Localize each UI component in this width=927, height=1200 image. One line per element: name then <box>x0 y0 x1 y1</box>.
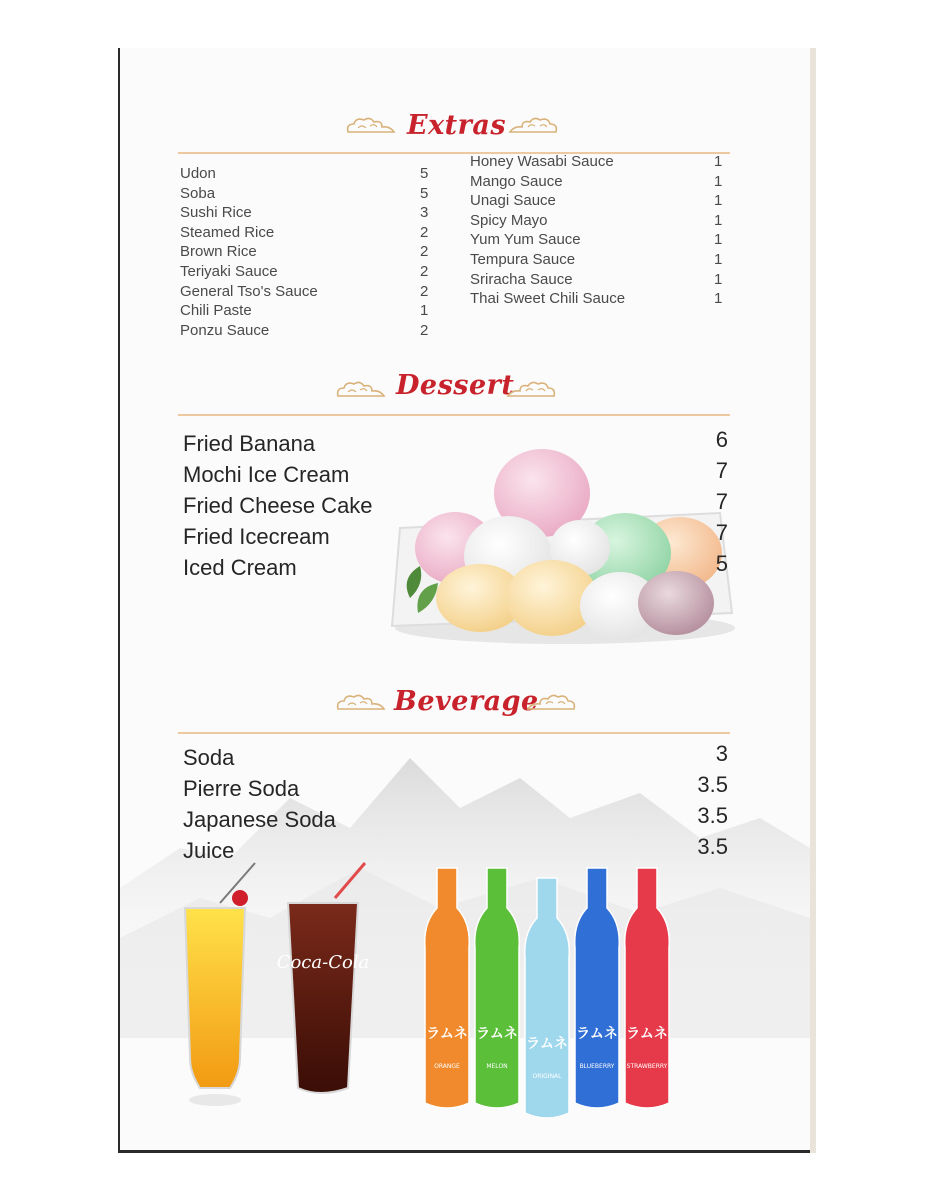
menu-item-name: Soba <box>180 184 216 202</box>
menu-item-price: 3.5 <box>697 772 728 797</box>
menu-item <box>470 153 726 173</box>
menu-item-price: 6 <box>715 427 728 452</box>
menu-item <box>183 551 728 586</box>
menu-item-name: Teriyaki Sauce <box>180 262 278 280</box>
menu-item <box>180 283 435 303</box>
cloud-ornament-icon <box>344 114 400 138</box>
extras-left-list <box>180 165 435 341</box>
menu-item-name: Soda <box>183 745 235 770</box>
menu-page <box>118 48 810 1153</box>
ramune-bottle <box>525 878 570 1118</box>
ramune-bottle <box>425 868 470 1108</box>
menu-item-price: 7 <box>715 489 728 514</box>
menu-item <box>470 251 726 271</box>
menu-item <box>470 173 726 193</box>
menu-item <box>180 243 435 263</box>
menu-item <box>180 165 435 185</box>
ramune-flavor-label: ORIGINAL <box>532 1073 562 1080</box>
menu-item <box>183 427 728 462</box>
menu-item-price: 1 <box>714 192 723 210</box>
cloud-ornament-icon <box>502 378 558 402</box>
menu-item <box>470 212 726 232</box>
menu-item-price: 1 <box>714 231 723 249</box>
menu-item-price: 5 <box>715 551 728 576</box>
menu-item <box>183 520 728 555</box>
menu-item <box>180 322 435 342</box>
ramune-kana-label: ラムネ <box>426 1026 468 1042</box>
menu-item-name: Yum Yum Sauce <box>470 231 581 249</box>
menu-item-name: Fried Cheese Cake <box>183 493 373 518</box>
menu-item-price: 1 <box>714 172 723 190</box>
menu-item-name: General Tso's Sauce <box>180 282 318 300</box>
cloud-ornament-icon <box>334 691 390 715</box>
menu-item <box>183 772 728 807</box>
menu-item-price: 3 <box>715 741 728 766</box>
cloud-ornament-icon <box>334 378 390 402</box>
menu-item-price: 1 <box>714 250 723 268</box>
coca-cola-logo: Coca-Cola <box>276 952 370 973</box>
dessert-title: Dessert <box>396 370 515 401</box>
menu-item-price: 2 <box>420 321 429 339</box>
ramune-flavor-label: MELON <box>486 1063 508 1070</box>
menu-item-price: 7 <box>715 520 728 545</box>
menu-item-name: Pierre Soda <box>183 776 300 801</box>
ramune-flavor-label: STRAWBERRY <box>626 1063 668 1070</box>
menu-item-price: 1 <box>714 290 723 308</box>
menu-item-name: Unagi Sauce <box>470 192 556 210</box>
menu-item <box>183 741 728 776</box>
ramune-bottle <box>575 868 620 1108</box>
menu-item-price: 3.5 <box>697 834 728 859</box>
ramune-kana-label: ラムネ <box>626 1026 668 1042</box>
menu-item-price: 3 <box>420 204 429 222</box>
menu-item <box>180 302 435 322</box>
menu-item-name: Brown Rice <box>180 243 257 261</box>
ramune-bottles <box>425 868 670 1118</box>
menu-item-price: 2 <box>420 262 429 280</box>
menu-item-name: Japanese Soda <box>183 807 336 832</box>
menu-item <box>183 489 728 524</box>
menu-item-price: 2 <box>420 223 429 241</box>
extras-title: Extras <box>407 110 507 141</box>
menu-item-name: Udon <box>180 165 216 182</box>
menu-item <box>183 458 728 493</box>
menu-item-name: Ponzu Sauce <box>180 321 270 339</box>
ramune-kana-label: ラムネ <box>576 1026 618 1042</box>
menu-item-price: 1 <box>714 211 723 229</box>
menu-item-name: Mochi Ice Cream <box>183 462 350 487</box>
menu-item-name: Sushi Rice <box>180 204 252 222</box>
ramune-bottle <box>475 868 520 1108</box>
menu-item-name: Mango Sauce <box>470 172 563 190</box>
menu-item <box>180 204 435 224</box>
menu-item <box>470 290 726 310</box>
cloud-ornament-icon <box>522 691 578 715</box>
menu-item-name: Fried Banana <box>183 431 316 456</box>
menu-item-price: 2 <box>420 243 429 261</box>
menu-item-name: Thai Sweet Chili Sauce <box>470 290 626 308</box>
menu-item-name: Fried Icecream <box>183 524 330 549</box>
menu-item-name: Honey Wasabi Sauce <box>470 153 614 170</box>
dessert-divider <box>178 414 730 416</box>
menu-item <box>183 803 728 838</box>
cloud-ornament-icon <box>504 114 560 138</box>
ramune-kana-label: ラムネ <box>526 1036 568 1052</box>
menu-item-price: 1 <box>714 153 723 170</box>
menu-item-name: Spicy Mayo <box>470 211 548 229</box>
menu-item-name: Chili Paste <box>180 302 252 320</box>
menu-item-name: Steamed Rice <box>180 223 275 241</box>
menu-item <box>470 192 726 212</box>
drinks-image <box>160 858 780 1138</box>
menu-item <box>470 231 726 251</box>
menu-item-price: 3.5 <box>697 803 728 828</box>
beverage-title: Beverage <box>394 686 539 717</box>
menu-item-price: 1 <box>714 270 723 288</box>
menu-item-name: Juice <box>183 838 235 863</box>
ramune-flavor-label: ORANGE <box>434 1063 460 1070</box>
menu-item-name: Tempura Sauce <box>470 250 576 268</box>
menu-item-name: Iced Cream <box>183 555 297 580</box>
dessert-list <box>183 427 728 586</box>
menu-item <box>180 224 435 244</box>
menu-item-price: 7 <box>715 458 728 483</box>
ramune-kana-label: ラムネ <box>476 1026 518 1042</box>
menu-item <box>470 271 726 291</box>
ramune-flavor-label: BLUEBERRY <box>579 1063 615 1070</box>
ramune-bottle <box>625 868 670 1108</box>
menu-item <box>180 263 435 283</box>
menu-item-price: 1 <box>420 302 429 320</box>
menu-item-price: 5 <box>420 165 429 182</box>
menu-item-price: 5 <box>420 184 429 202</box>
menu-item <box>180 185 435 205</box>
extras-right-list <box>470 153 726 310</box>
beverage-divider <box>178 732 730 734</box>
menu-item-name: Sriracha Sauce <box>470 270 573 288</box>
menu-item-price: 2 <box>420 282 429 300</box>
beverage-list <box>183 741 728 869</box>
